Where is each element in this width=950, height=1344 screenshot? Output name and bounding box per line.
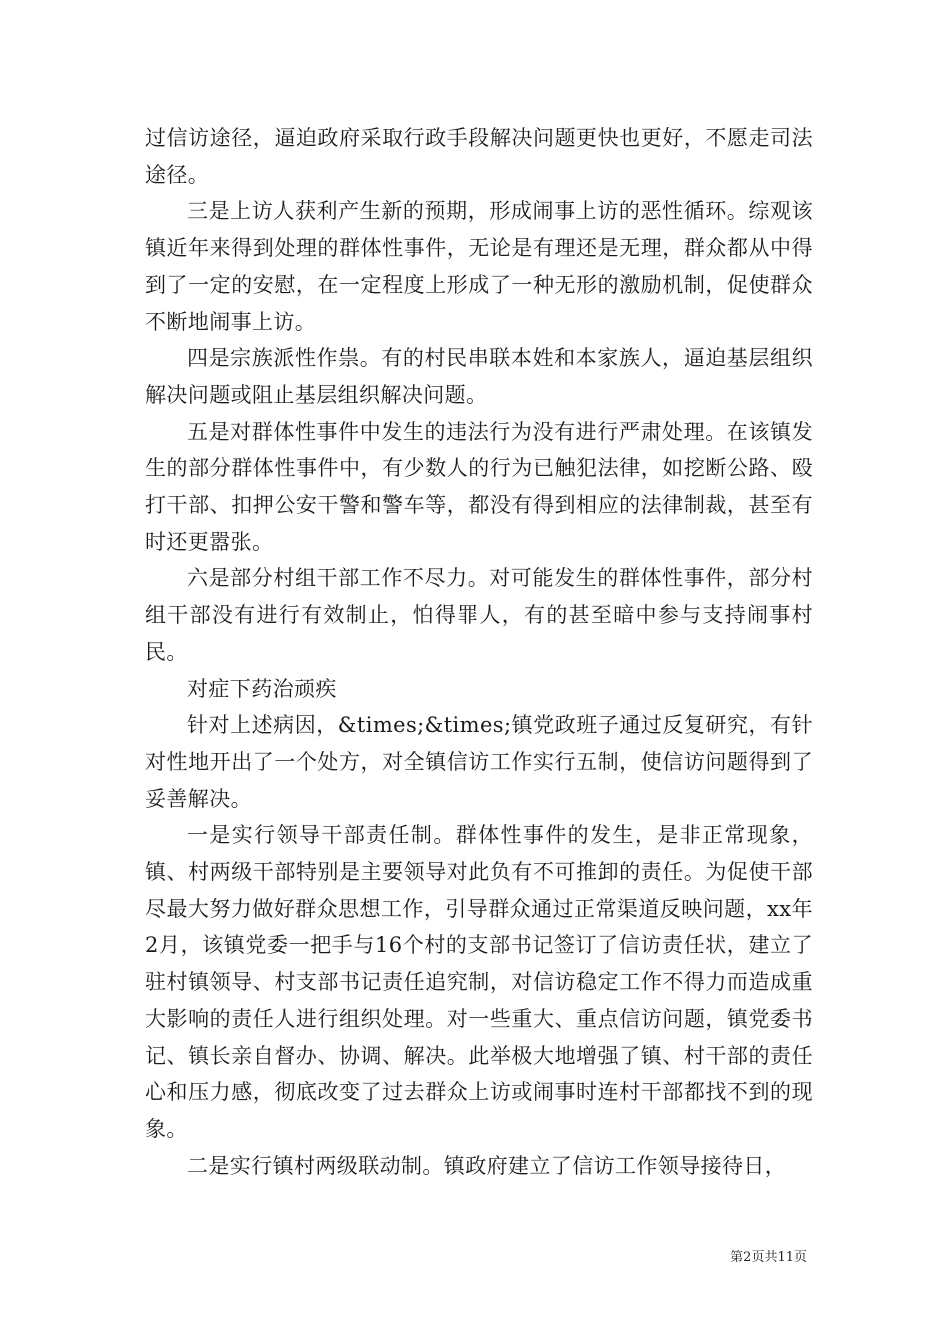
paragraph: 一是实行领导干部责任制。群体性事件的发生，是非正常现象，镇、村两级干部特别是主要领导对此负有不可推卸的责任。为促使干部尽最大努力做好群众思想工作，引导群众通过正常渠道反映问题，xx年2月，该镇党委一把手与16个村的支部书记签订了信访责任状，建立了驻村镇领导、村支部书记责任追究制，对信访稳定工作不得力而造成重大影响的责任人进行组织处理。对一些重大、重点信访问题，镇党委书记、镇长亲自督办、协调、解决。此举极大地增强了镇、村干部的责任心和压力感，彻底改变了过去群众上访或闹事时连村干部都找不到的现象。 [145,823,813,1141]
page-number: 第2页共11页 [730,1250,807,1265]
paragraph: 六是部分村组干部工作不尽力。对可能发生的群体性事件，部分村组干部没有进行有效制止，怕得罪人，有的甚至暗中参与支持闹事村民。 [145,566,813,664]
paragraph: 过信访途径，逼迫政府采取行政手段解决问题更快也更好，不愿走司法途径。 [145,126,813,187]
section-heading: 对症下药治顽疾 [187,676,337,701]
paragraph: 五是对群体性事件中发生的违法行为没有进行严肃处理。在该镇发生的部分群体性事件中，有少数人的行为已触犯法律，如挖断公路、殴打干部、扣押公安干警和警车等，都没有得到相应的法律制裁，甚至有时还更嚣张。 [145,419,813,554]
document-body [145,120,813,1184]
paragraph: 二是实行镇村两级联动制。镇政府建立了信访工作领导接待日， [187,1153,787,1178]
paragraph: 三是上访人获利产生新的预期，形成闹事上访的恶性循环。综观该镇近年来得到处理的群体性事件，无论是有理还是无理，群众都从中得到了一定的安慰，在一定程度上形成了一种无形的激励机制，促使群众不断地闹事上访。 [145,199,813,334]
paragraph: 针对上述病因，&times;&times;镇党政班子通过反复研究，有针对性地开出了一个处方，对全镇信访工作实行五制，使信访问题得到了妥善解决。 [145,713,813,811]
paragraph: 四是宗族派性作祟。有的村民串联本姓和本家族人，逼迫基层组织解决问题或阻止基层组织解决问题。 [145,346,813,407]
